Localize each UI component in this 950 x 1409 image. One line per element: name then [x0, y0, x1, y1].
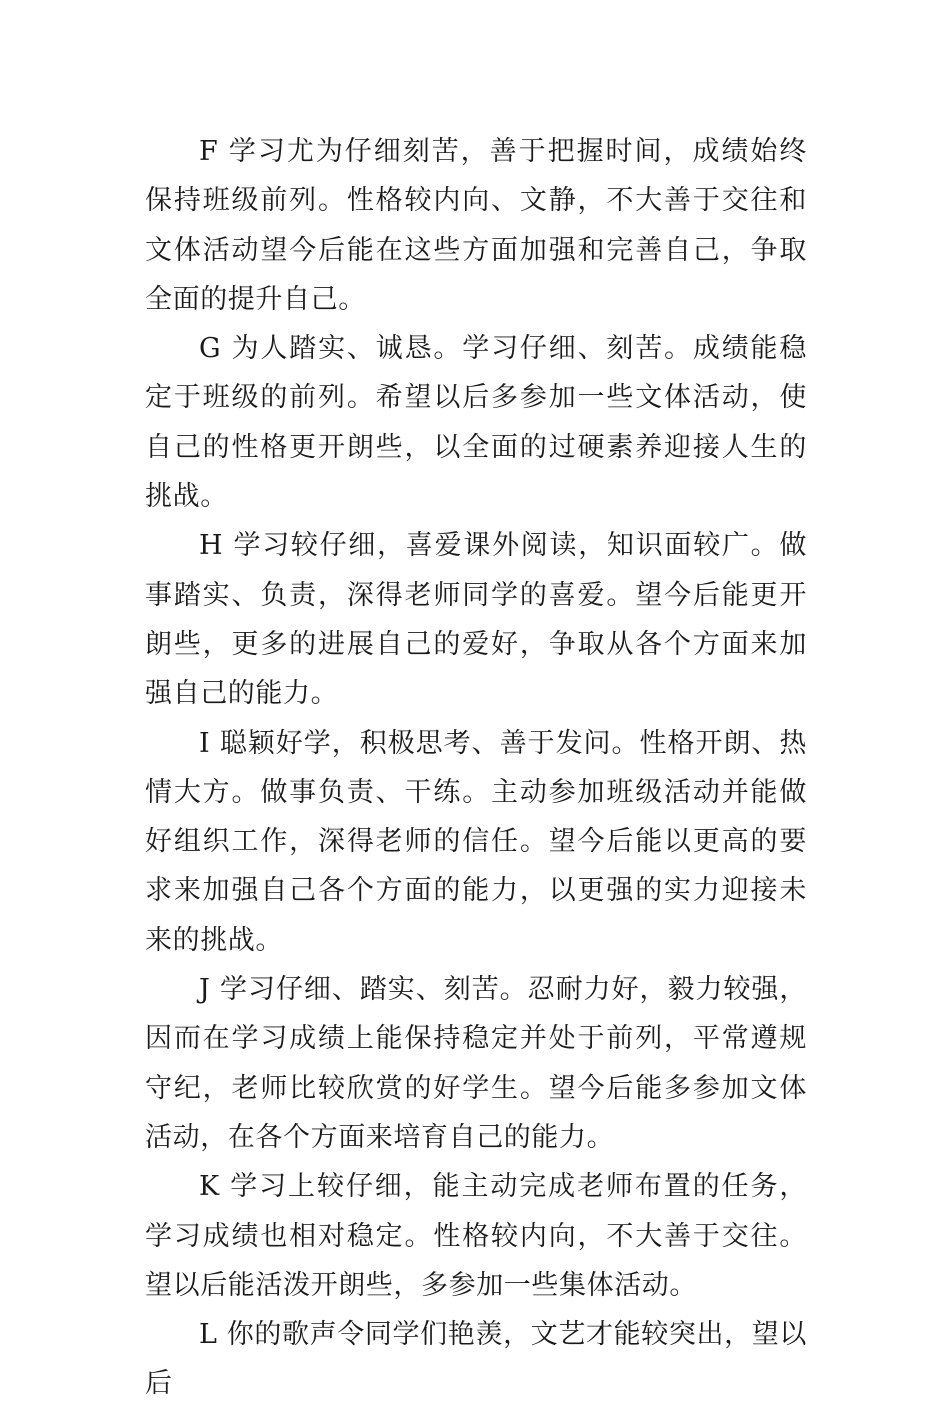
- comment-paragraph-k: K 学习上较仔细，能主动完成老师布置的任务，学习成绩也相对稳定。性格较内向，不大善于交往。望以后能活泼开朗些，多参加一些集体活动。: [145, 1171, 807, 1301]
- comment-paragraph-g: G 为人踏实、诚恳。学习仔细、刻苦。成绩能稳定于班级的前列。希望以后多参加一些文体活动，使自己的性格更开朗些，以全面的过硬素养迎接人生的挑战。: [145, 333, 807, 513]
- comment-paragraph-l: L 你的歌声令同学们艳羡，文艺才能较突出，望以后: [145, 1319, 807, 1400]
- comment-paragraph-h: H 学习较仔细，喜爱课外阅读，知识面较广。做事踏实、负责，深得老师同学的喜爱。望今后能更开朗些，更多的进展自己的爱好，争取从各个方面来加强自己的能力。: [145, 530, 807, 710]
- comment-paragraph-f: F 学习尤为仔细刻苦，善于把握时间，成绩始终保持班级前列。性格较内向、文静，不大善于交往和文体活动望今后能在这些方面加强和完善自己，争取全面的提升自己。: [145, 136, 807, 315]
- document-body: [145, 127, 807, 1409]
- comment-paragraph-i: I 聪颖好学，积极思考、善于发问。性格开朗、热情大方。做事负责、干练。主动参加班级活动并能做好组织工作，深得老师的信任。望今后能以更高的要求来加强自己各个方面的能力，以更强的实力迎接未来的挑战。: [145, 727, 807, 956]
- comment-paragraph-j: J 学习仔细、踏实、刻苦。忍耐力好，毅力较强，因而在学习成绩上能保持稳定并处于前列，平常遵规守纪，老师比较欣赏的好学生。望今后能多参加文体活动，在各个方面来培育自己的能力。: [145, 974, 807, 1153]
